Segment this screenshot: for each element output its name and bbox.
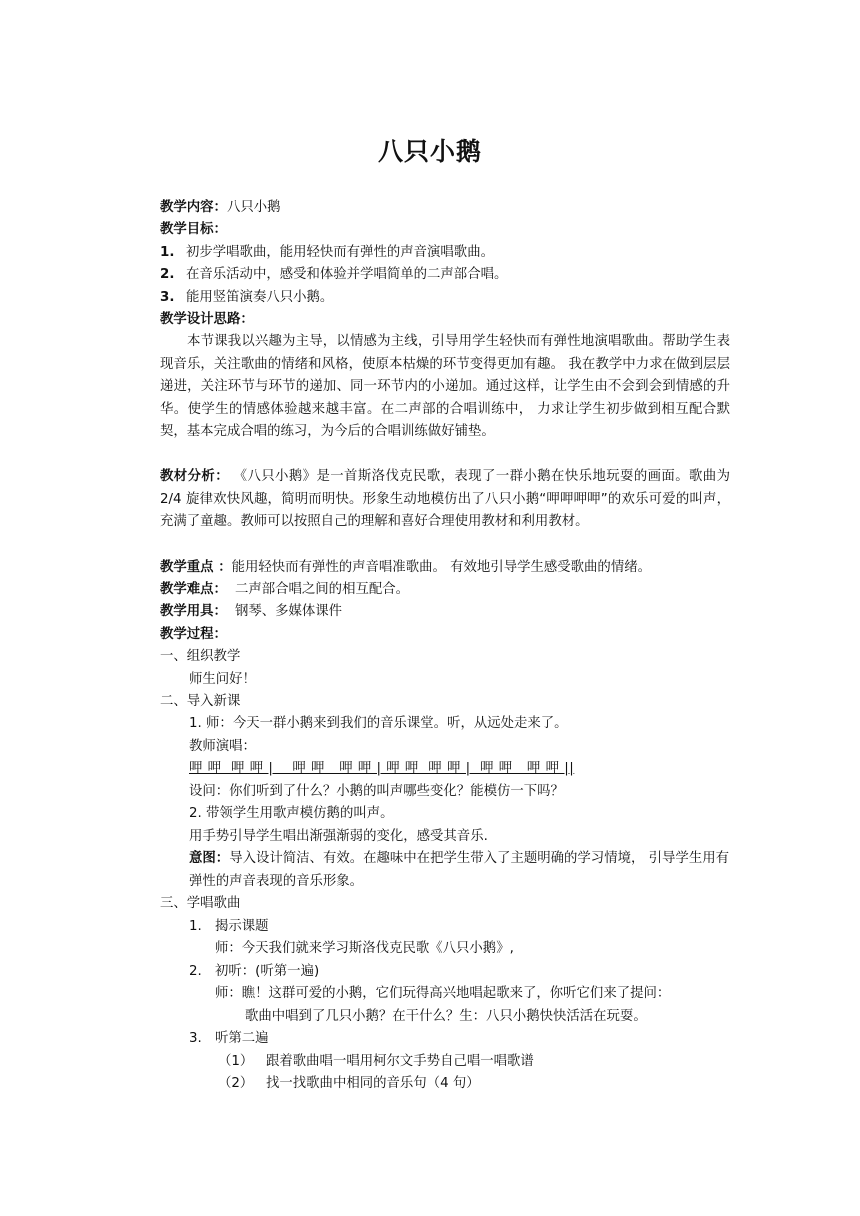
analysis-paragraph <box>160 466 730 534</box>
section-line: 设问：你们听到了什么？小鹅的叫声哪些变化？能模仿一下吗？ <box>189 784 564 799</box>
key-points-line <box>160 557 651 578</box>
objective-item <box>160 264 507 285</box>
step-number: 2. <box>189 964 202 979</box>
step-line: 歌曲中唱到了几只小鹅？在干什么？生：八只小鹅快快活活在玩耍。 <box>245 1009 647 1024</box>
key-points-label: 教学重点 ： <box>160 560 232 575</box>
step-line: 师：瞧！这群可爱的小鹅，它们玩得高兴地唱起歌来了，你听它们来了提问： <box>215 986 671 1001</box>
intent-text: 导入设计简洁、有效。在趣味中在把学生带入了主题明确的学习情境， 引导学生用有弹性的声音表现的音乐形象。 <box>189 851 729 889</box>
intent-label: 意图： <box>189 851 230 866</box>
objective-number: 2. <box>160 267 175 282</box>
objective-text: 在音乐活动中，感受和体验并学唱简单的二声部合唱。 <box>186 267 508 282</box>
sub-step <box>218 1051 534 1072</box>
tools-value: 钢琴、多媒体课件 <box>234 604 343 619</box>
notation-line: 呷 呷 呷 呷 | 呷 呷 呷 呷 | 呷 呷 呷 呷 | 呷 呷 呷 呷 || <box>189 761 575 776</box>
step-item <box>189 1028 269 1049</box>
tools-line <box>160 601 342 622</box>
section-line: 2. 带领学生用歌声模仿鹅的叫声。 <box>189 806 394 821</box>
section-heading: 二、导入新课 <box>160 694 241 709</box>
intent-paragraph <box>189 848 729 893</box>
step-number: 1. <box>189 919 202 934</box>
step-item <box>189 961 319 982</box>
objective-item <box>160 242 494 263</box>
design-paragraph: 本节课我以兴趣为主导，以情感为主线，引导用学生轻快而有弹性地演唱歌曲。帮助学生表现音乐，关注歌曲的情绪和风格，使原本枯燥的环节变得更加有趣。 我在教学中力求在做到层层递进，关注环节与环节的递加、同一环节内的小递加。通过这样，让学生由不会到会到情感的升华。使学生的情感体验越来越丰富。在二声部的合唱训练中， 力求让学生初步做到相互配合默契，基本完成合唱的练习，为今后的合唱训练做好铺垫。 <box>160 334 730 439</box>
section-line: 1. 师：今天一群小鹅来到我们的音乐课堂。听，从远处走来了。 <box>189 716 568 731</box>
section-line: 教师演唱： <box>189 739 256 754</box>
design-label: 教学设计思路： <box>160 312 254 327</box>
section-line: 用手势引导学生唱出渐强渐弱的变化，感受其音乐. <box>189 829 488 844</box>
step-number: 3. <box>189 1031 202 1046</box>
analysis-text: 《八只小鹅》是一首斯洛伐克民歌，表现了一群小鹅在快乐地玩耍的画面。歌曲为 2/4 旋律欢快风趣，简明而明快。形象生动地模仿出了八只小鹅“呷呷呷呷”的欢乐可爱的叫声，充满了童趣。教师可以按照自己的理解和喜好合理使用教材和利用教材。 <box>160 469 730 529</box>
step-line: 师：今天我们就来学习斯洛伐克民歌《八只小鹅》, <box>215 941 514 956</box>
objective-item <box>160 287 333 308</box>
objective-text: 能用竖笛演奏八只小鹅。 <box>186 290 334 305</box>
objective-number: 1. <box>160 245 175 260</box>
difficulties-line <box>160 579 409 600</box>
step-item <box>189 916 269 937</box>
difficulties-label: 教学难点： <box>160 582 227 597</box>
sub-step-text: 跟着歌曲唱一唱用柯尔文手势自己唱一唱歌谱 <box>266 1054 534 1069</box>
sub-step-text: 找一找歌曲中相同的音乐句（4 句） <box>266 1076 480 1091</box>
process-label: 教学过程： <box>160 627 227 642</box>
tools-label: 教学用具： <box>160 604 227 619</box>
step-label: 揭示课题 <box>215 919 269 934</box>
difficulties-value: 二声部合唱之间的相互配合。 <box>234 582 410 597</box>
section-heading: 一、组织教学 <box>160 649 241 664</box>
document-title: 八只小鹅 <box>377 137 482 166</box>
step-label: 听第二遍 <box>215 1031 269 1046</box>
key-points-value: 能用轻快而有弹性的声音唱准歌曲。 有效地引导学生感受歌曲的情绪。 <box>231 560 651 575</box>
content-value: 八只小鹅 <box>226 200 281 215</box>
section-heading: 三、学唱歌曲 <box>160 896 241 911</box>
step-label: 初听：(听第一遍) <box>215 964 320 979</box>
objectives-label: 教学目标： <box>160 222 227 237</box>
objective-text: 初步学唱歌曲，能用轻快而有弹性的声音演唱歌曲。 <box>186 245 494 260</box>
analysis-label: 教材分析： <box>160 469 229 484</box>
sub-step-number: （1） <box>218 1054 254 1069</box>
content-label: 教学内容： <box>160 200 227 215</box>
content-line <box>160 197 281 218</box>
objective-number: 3. <box>160 290 175 305</box>
sub-step <box>218 1073 480 1094</box>
sub-step-number: （2） <box>218 1076 254 1091</box>
section-line: 师生问好！ <box>189 672 256 687</box>
